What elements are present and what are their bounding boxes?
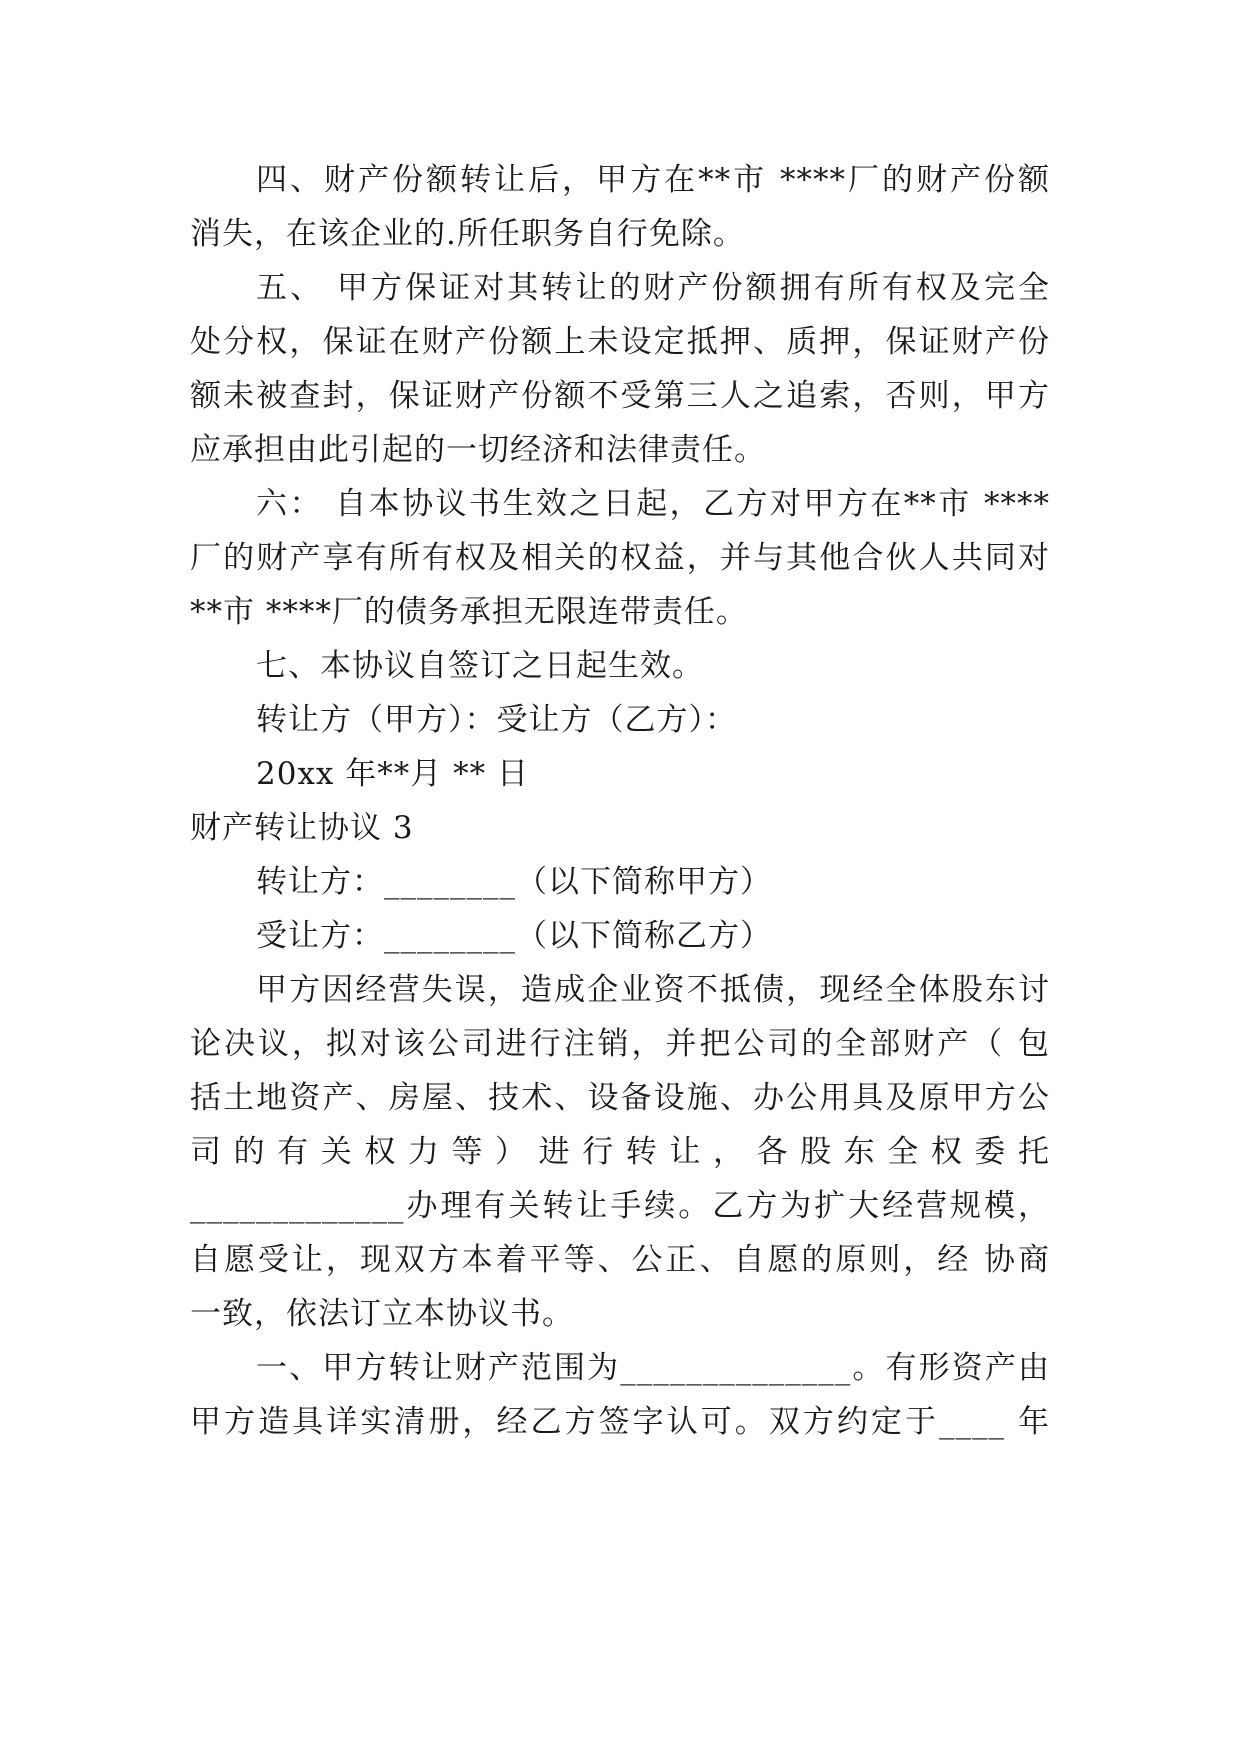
document-line: 厂的财产享有所有权及相关的权益，并与其他合伙人共同对	[190, 540, 1050, 576]
document-line: 括土地资产、房屋、技术、设备设施、办公用具及原甲方公	[190, 1080, 1050, 1116]
document-line: 受让方：________（以下简称乙方）	[256, 918, 772, 954]
document-line: 五、 甲方保证对其转让的财产份额拥有所有权及完全	[256, 270, 1050, 306]
document-line: 一致，依法订立本协议书。	[190, 1296, 574, 1332]
document-line: 消失，在该企业的.所任职务自行免除。	[190, 216, 745, 252]
document-line: 六： 自本协议书生效之日起，乙方对甲方在**市 ****	[256, 486, 1050, 522]
document-line: **市 ****厂的债务承担无限连带责任。	[190, 594, 748, 630]
document-line: 四、财产份额转让后，甲方在**市 ****厂的财产份额	[256, 162, 1050, 198]
document-line: 七、本协议自签订之日起生效。	[256, 648, 704, 684]
document-line: 一、甲方转让财产范围为______________。有形资产由	[256, 1350, 1050, 1386]
document-line: _____________办理有关转让手续。乙方为扩大经营规模，	[190, 1188, 1050, 1224]
document-line: 自愿受让，现双方本着平等、公正、自愿的原则，经 协商	[190, 1242, 1050, 1278]
document-line: 转让方（甲方）：受让方（乙方）：	[256, 702, 737, 738]
document-line: 应承担由此引起的一切经济和法律责任。	[190, 432, 766, 468]
document-line: 额未被查封，保证财产份额不受第三人之追索，否则，甲方	[190, 378, 1050, 414]
document-line: 司的有关权力等）进行转让，各股东全权委托	[190, 1134, 1050, 1170]
document-line: 论决议，拟对该公司进行注销，并把公司的全部财产（ 包	[190, 1026, 1050, 1062]
document-line: 20xx 年**月 ** 日	[256, 756, 529, 792]
document-line: 转让方：________（以下简称甲方）	[256, 864, 772, 900]
document-line: 甲方因经营失误，造成企业资不抵债，现经全体股东讨	[256, 972, 1050, 1008]
document-line: 处分权，保证在财产份额上未设定抵押、质押，保证财产份	[190, 324, 1050, 360]
document-line: 财产转让协议 3	[190, 810, 414, 846]
document-line: 甲方造具详实清册，经乙方签字认可。双方约定于____ 年	[190, 1404, 1050, 1440]
